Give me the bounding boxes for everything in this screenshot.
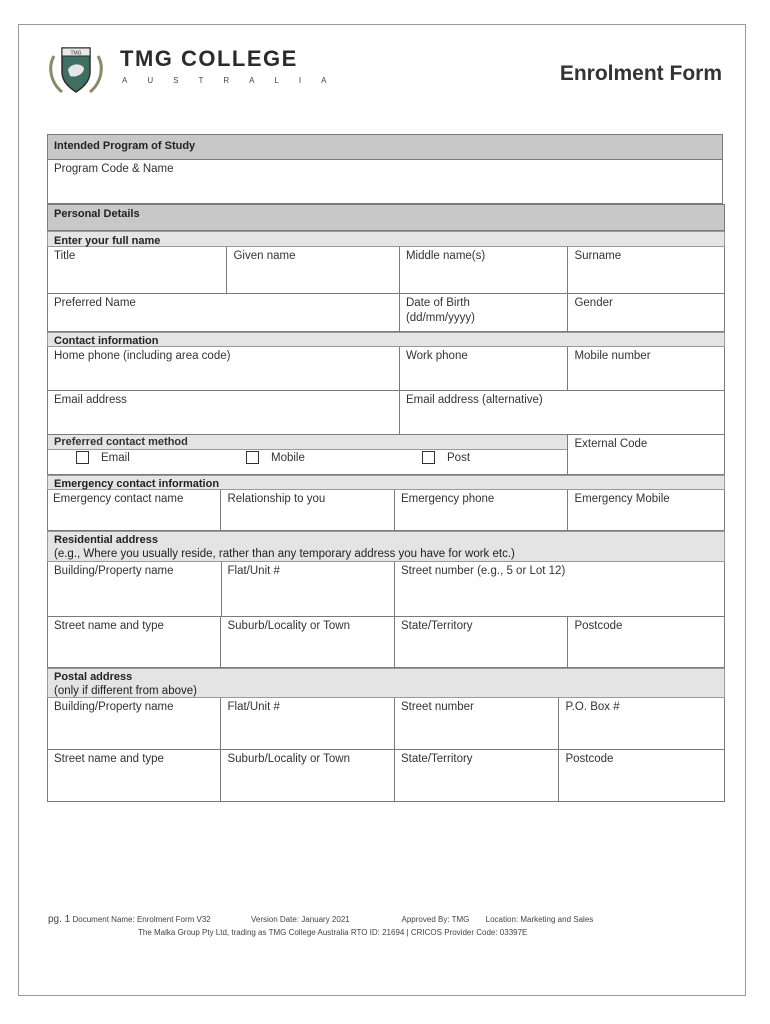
option-email-label: Email bbox=[101, 451, 130, 464]
version-date: Version Date: January 2021 bbox=[251, 915, 350, 924]
preferred-name-row bbox=[47, 294, 725, 332]
title-field[interactable]: Title bbox=[48, 247, 227, 293]
college-logo bbox=[46, 42, 347, 98]
email-checkbox[interactable] bbox=[76, 451, 89, 464]
page-number: pg. 1 bbox=[48, 914, 71, 925]
postal-title: Postal address bbox=[54, 671, 133, 683]
svg-text:TMG: TMG bbox=[70, 50, 82, 57]
program-header: Intended Program of Study bbox=[47, 134, 723, 160]
logo-subtitle: AUSTRALIA bbox=[122, 76, 347, 85]
preferred-contact-subheader: Preferred contact method bbox=[48, 435, 567, 450]
postal-row-1 bbox=[47, 698, 725, 750]
residential-row-2 bbox=[47, 617, 725, 668]
approved-by: Approved By: TMG bbox=[401, 915, 470, 924]
fullname-subheader: Enter your full name bbox=[47, 231, 725, 247]
footer-line-1 bbox=[48, 914, 593, 925]
contact-subheader: Contact information bbox=[47, 332, 725, 347]
dob-field[interactable]: Date of Birth (dd/mm/yyyy) bbox=[400, 294, 569, 331]
preferred-name-field[interactable]: Preferred Name bbox=[48, 294, 400, 331]
emergency-name-field[interactable]: Emergency contact name bbox=[48, 490, 221, 530]
emergency-mobile-field[interactable]: Emergency Mobile bbox=[574, 493, 670, 505]
doc-name: Document Name: Enrolment Form V32 bbox=[72, 915, 211, 924]
form-title: Enrolment Form bbox=[559, 62, 722, 85]
res-building-field[interactable]: Building/Property name bbox=[48, 562, 222, 616]
res-suburb-field[interactable]: Suburb/Locality or Town bbox=[221, 617, 394, 667]
post-suburb-field[interactable]: Suburb/Locality or Town bbox=[221, 750, 394, 801]
residential-title: Residential address bbox=[54, 534, 158, 546]
personal-header: Personal Details bbox=[47, 204, 725, 231]
external-code-field[interactable]: External Code bbox=[574, 438, 648, 450]
postal-note: (only if different from above) bbox=[54, 685, 197, 697]
logo-name: TMG COLLEGE bbox=[120, 46, 298, 71]
shield-logo-icon bbox=[46, 42, 106, 98]
relationship-field[interactable]: Relationship to you bbox=[221, 490, 394, 530]
post-postcode-field[interactable]: Postcode bbox=[565, 753, 614, 765]
option-post-label: Post bbox=[447, 451, 471, 464]
residential-note: (e.g., Where you usually reside, rather than any temporary address you have for work etc.) bbox=[54, 548, 515, 560]
res-postcode-field[interactable]: Postcode bbox=[574, 620, 623, 632]
home-phone-field[interactable]: Home phone (including area code) bbox=[48, 347, 400, 390]
alt-email-field[interactable]: Email address (alternative) bbox=[405, 394, 543, 406]
emergency-subheader: Emergency contact information bbox=[47, 475, 725, 490]
post-street-name-field[interactable]: Street name and type bbox=[48, 750, 221, 801]
program-row bbox=[47, 160, 723, 204]
program-code-field[interactable]: Program Code & Name bbox=[54, 163, 174, 175]
work-phone-field[interactable]: Work phone bbox=[400, 347, 569, 390]
middle-name-field[interactable]: Middle name(s) bbox=[400, 247, 569, 293]
postal-subheader bbox=[47, 668, 725, 698]
option-mobile[interactable] bbox=[246, 451, 305, 464]
res-flat-field[interactable]: Flat/Unit # bbox=[222, 562, 396, 616]
emergency-phone-field[interactable]: Emergency phone bbox=[395, 490, 568, 530]
option-mobile-label: Mobile bbox=[271, 451, 305, 464]
postal-row-2 bbox=[47, 750, 725, 802]
post-state-field[interactable]: State/Territory bbox=[395, 750, 560, 801]
po-box-field[interactable]: P.O. Box # bbox=[565, 701, 620, 713]
mobile-checkbox[interactable] bbox=[246, 451, 259, 464]
res-street-name-field[interactable]: Street name and type bbox=[48, 617, 221, 667]
surname-field[interactable]: Surname bbox=[574, 250, 622, 262]
post-checkbox[interactable] bbox=[422, 451, 435, 464]
phone-row bbox=[47, 347, 725, 391]
post-building-field[interactable]: Building/Property name bbox=[48, 698, 221, 749]
post-flat-field[interactable]: Flat/Unit # bbox=[221, 698, 394, 749]
res-street-number-field[interactable]: Street number (e.g., 5 or Lot 12) bbox=[401, 565, 566, 577]
residential-row-1 bbox=[47, 562, 725, 617]
mobile-number-field[interactable]: Mobile number bbox=[574, 350, 651, 362]
location: Location: Marketing and Sales bbox=[485, 915, 594, 924]
name-row bbox=[47, 247, 725, 294]
option-post[interactable] bbox=[422, 451, 470, 464]
post-street-number-field[interactable]: Street number bbox=[395, 698, 560, 749]
option-email[interactable] bbox=[76, 451, 130, 464]
emergency-row bbox=[47, 490, 725, 531]
res-state-field[interactable]: State/Territory bbox=[395, 617, 568, 667]
gender-field[interactable]: Gender bbox=[574, 297, 613, 309]
residential-subheader bbox=[47, 531, 725, 562]
footer-line-2: The Malka Group Pty Ltd, trading as TMG College Australia RTO ID: 21694 | CRICOS Provider Code: 03397E bbox=[138, 928, 528, 937]
email-field[interactable]: Email address bbox=[48, 391, 400, 434]
email-row bbox=[47, 391, 725, 435]
preferred-contact-row bbox=[47, 435, 725, 475]
given-name-field[interactable]: Given name bbox=[227, 247, 399, 293]
